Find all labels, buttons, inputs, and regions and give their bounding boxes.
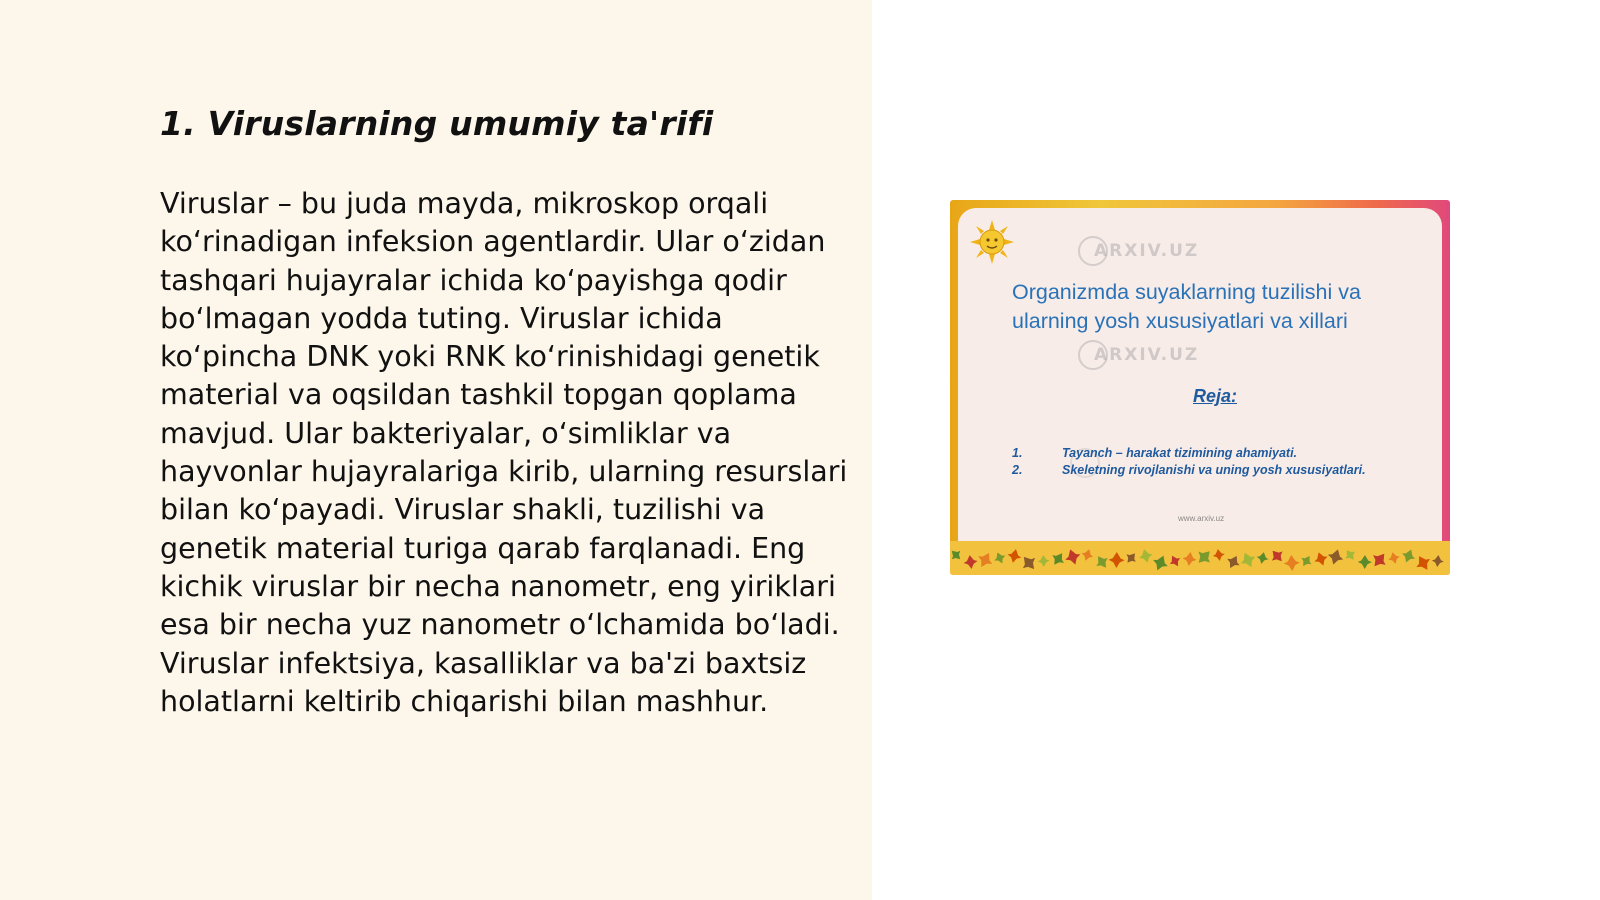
section-body: Viruslar – bu juda mayda, mikroskop orqali ko‘rinadigan infeksion agentlardir. Ular o‘zidan tashqari hujayralar ichida ko‘payishga qodir bo‘lmagan yodda tuting. Viruslar ichida ko‘pincha DNK yoki RNK ko‘rinishidagi genetik material va oqsildan tashkil topgan qoplama mavjud. Ular bakteriyalar, o‘simliklar va hayvonlar hujayralariga kirib, ularning resurslari bilan ko‘payadi. Viruslar shakli, tuzilishi va genetik material turiga qarab farqlanadi. Eng kichik viruslar bir necha nanometr, eng yiriklari esa bir necha yuz nanometr o‘lchamida bo‘ladi. Viruslar infektsiya, kasalliklar va ba'zi baxtsiz holatlarni keltirib chiqarishi bilan mashhur. xyxy=(160,187,848,718)
thumbnail-content-area xyxy=(958,208,1442,545)
thumbnail-title: Organizmda suyaklarning tuzilishi va ularning yosh xususiyatlari va xillari xyxy=(1012,280,1361,333)
slide-thumbnail-image xyxy=(950,200,1450,575)
watermark-top: ARXIV.UZ xyxy=(1078,236,1199,266)
thumbnail-plan-label: Reja: xyxy=(1192,386,1237,406)
leaves-border xyxy=(950,541,1450,575)
watermark-middle: ARXIV.UZ xyxy=(1078,340,1199,370)
sun-icon xyxy=(970,220,1014,264)
thumbnail-footer-url: www.arxiv.uz xyxy=(1178,514,1225,523)
section-heading: 1. Viruslarning umumiy ta'rifi xyxy=(160,104,714,143)
list-item: 1. Tayanch – harakat tizimining ahamiyati. xyxy=(1012,446,1298,460)
list-item: 2. Skeletning rivojlanishi va uning yosh xususiyatlari. xyxy=(1012,463,1366,477)
thumbnail-plan-list xyxy=(1012,445,1432,479)
